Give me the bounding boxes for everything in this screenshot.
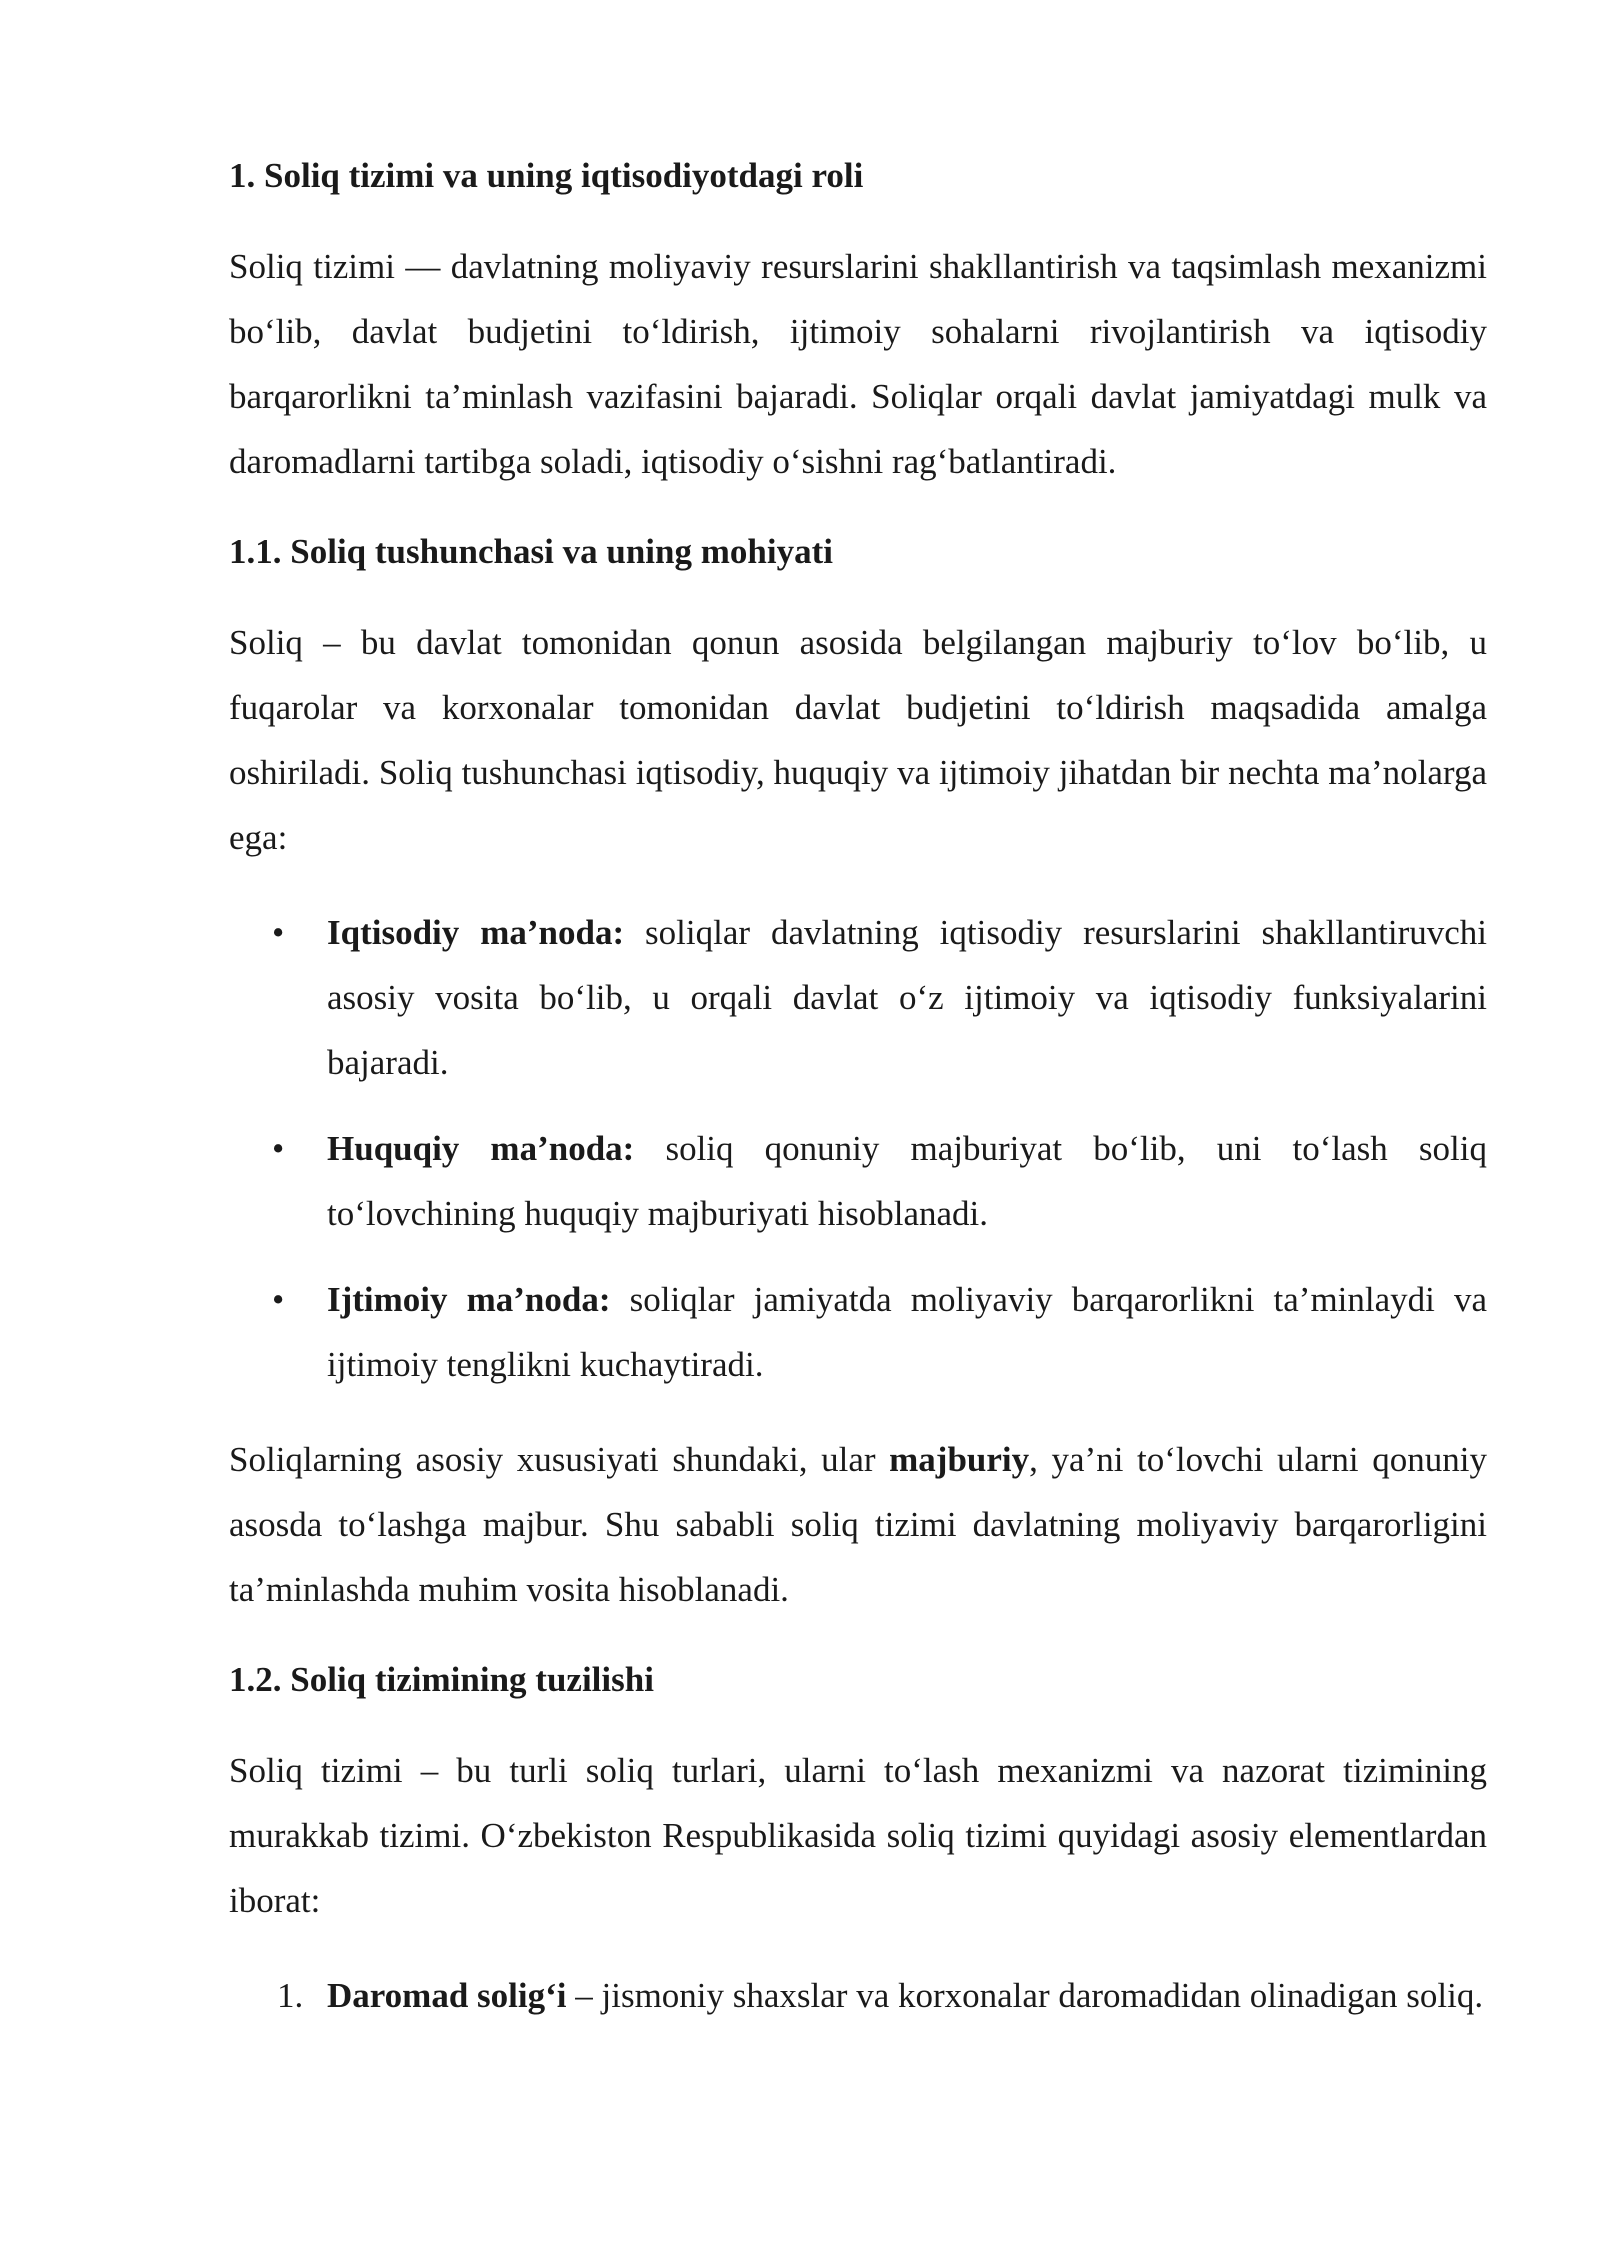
section-heading: 1. Soliq tizimi va uning iqtisodiyotdagi roli [229, 156, 864, 195]
list-item [229, 900, 1487, 1095]
intro-paragraph: Soliq tizimi — davlatning moliyaviy resurslarini shakllantirish va taqsimlash mexanizmi bo‘lib, davlat budjetini to‘ldirish, ijtimoiy sohalarni rivojlantirish va iqtisodiy barqarorlikni ta’minlash vazifasini bajaradi. Soliqlar orqali davlat jamiyatdagi mulk va daromadlarni tartibga soladi, iqtisodiy o‘sishni rag‘batlantiradi. [229, 247, 1487, 481]
list-number: 1. [277, 1976, 304, 2015]
meanings-list [229, 900, 1487, 1397]
feature-emphasis: majburiy [889, 1440, 1030, 1479]
feature-text-after: , ya’ni to‘lovchi ularni qonuniy asosda to‘lashga majbur. Shu sababli soliq tizimi davlatning moliyaviy barqarorligini ta’minlashda muhim vosita hisoblanadi. [229, 1440, 1488, 1609]
list-item-text: soliqlar davlatning iqtisodiy resurslarini shakllantiruvchi asosiy vosita bo‘lib, u orqali davlat o‘z ijtimoiy va iqtisodiy funksiyalarini bajaradi. [327, 913, 1487, 1082]
elements-list [229, 1963, 1487, 2028]
list-item-text: – jismoniy shaxslar va korxonalar daromadidan olinadigan soliq. [566, 1976, 1484, 2015]
definition-paragraph: Soliq – bu davlat tomonidan qonun asosida belgilangan majburiy to‘lov bo‘lib, u fuqarolar va korxonalar tomonidan davlat budjetini to‘ldirish maqsadida amalga oshiriladi. Soliq tushunchasi iqtisodiy, huquqiy va ijtimoiy jihatdan bir nechta ma’nolarga ega: [229, 623, 1487, 857]
list-item [229, 1116, 1487, 1246]
list-item [229, 1267, 1487, 1397]
list-item-text: soliqlar jamiyatda moliyaviy barqarorlikni ta’minlaydi va ijtimoiy tenglikni kuchaytiradi. [327, 1280, 1487, 1384]
subsection-heading-1-1: 1.1. Soliq tushunchasi va uning mohiyati [229, 532, 833, 571]
list-item-term: Huquqiy ma’noda: [327, 1129, 635, 1168]
list-item-term: Daromad solig‘i [327, 1976, 567, 2015]
list-item-term: Ijtimoiy ma’noda: [327, 1280, 611, 1319]
list-item-text: soliq qonuniy majburiyat bo‘lib, uni to‘lash soliq to‘lovchining huquqiy majburiyati hisoblanadi. [327, 1129, 1487, 1233]
structure-paragraph: Soliq tizimi – bu turli soliq turlari, ularni to‘lash mexanizmi va nazorat tizimining murakkab tizimi. O‘zbekiston Respublikasida soliq tizimi quyidagi asosiy elementlardan iborat: [229, 1751, 1487, 1920]
bullet-icon: • [272, 1129, 285, 1168]
bullet-icon: • [272, 1280, 285, 1319]
bullet-icon: • [272, 913, 285, 952]
numbered-list-item [229, 1963, 1487, 2028]
list-item-term: Iqtisodiy ma’noda: [327, 913, 625, 952]
feature-text-before: Soliqlarning asosiy xususiyati shundaki, ular [229, 1440, 890, 1479]
subsection-heading-1-2: 1.2. Soliq tizimining tuzilishi [229, 1660, 654, 1699]
document-page [229, 148, 1487, 2058]
feature-paragraph [229, 1427, 1487, 1622]
